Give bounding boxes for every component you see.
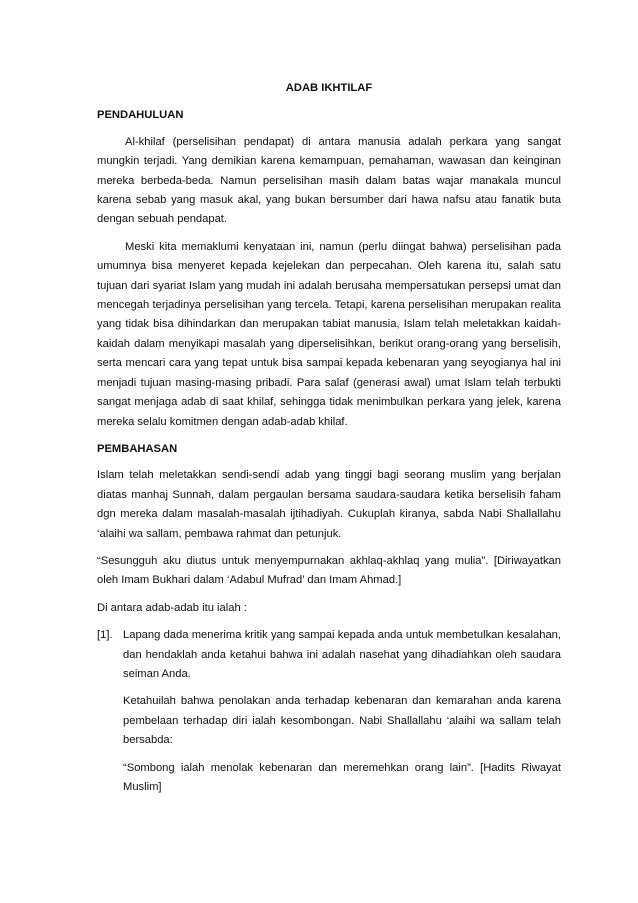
list-item-1-text: Lapang dada menerima kritik yang sampai kepada anda untuk membetulkan kesalahan, dan hendaklah anda ketahui bahwa ini adalah nasehat yang dihadiahkan oleh saudara seiman Anda.	[123, 629, 561, 680]
list-item-1-quote: “Sombong ialah menolak kebenaran dan meremehkan orang lain”. [Hadits Riwayat Muslim]	[123, 761, 561, 793]
intro-paragraph-2: Meski kita memaklumi kenyataan ini, namun (perlu diingat bahwa) perselisihan pada umumnya bisa menyeret kepada kejelekan dan perpecahan. Oleh karena itu, salah satu tujuan dari syariat Islam yang mudah ini adalah berusaha mempersatukan persepsi umat dan mencegah terjadinya perselisihan yang tercela. Tetapi, karena perselisihan merupakan realita yang tidak bisa dihindarkan dan merupakan tabiat manusia, Islam telah meletakkan kaidah-kaidah dalam menyikapi masalah yang diperselisihkan, berikut orang-orang yang berselisih, serta mencari cara yang tepat untuk bisa sampai kepada kebenaran yang seyogianya hal ini menjadi tujuan masing-masing pribadi. Para salaf (generasi awal) umat Islam telah terbukti sangat menjaga adab di saat khilaf, sehingga tidak menimbulkan perkara yang jelek, karena mereka selalu komitmen dengan adab-adab khilaf.	[97, 240, 561, 428]
section-heading-pendahuluan: PENDAHULUAN	[97, 109, 184, 122]
section-heading-pembahasan: PEMBAHASAN	[97, 442, 178, 455]
document-page	[97, 79, 561, 805]
intro-paragraph-1: Al-khilaf (perselisihan pendapat) di antara manusia adalah perkara yang sangat mungkin terjadi. Yang demikian karena kemampuan, pemahaman, wawasan dan keinginan mereka berbeda-beda. Namun perselisihan masih dalam batas wajar manakala muncul karena sebab yang masuk akal, yang bukan bersumber dari hawa nafsu atau fanatik buta dengan sebuah pendapat.	[97, 135, 561, 226]
list-marker-1: [1].	[97, 629, 113, 642]
body-quote: “Sesungguh aku diutus untuk menyempurnakan akhlaq-akhlaq yang mulia”. [Diriwayatkan oleh Imam Bukhari dalam ‘Adabul Mufrad’ dan Imam Ahmad.]	[97, 554, 561, 587]
body-paragraph-1: Islam telah meletakkan sendi-sendi adab yang tinggi bagi seorang muslim yang berjalan diatas manhaj Sunnah, dalam pergaulan bersama saudara-saudara ketika berselisih faham dgn mereka dalam masalah-masalah ijtihadiyah. Cukuplah kiranya, sabda Nabi Shallallahu ‘alaihi wa sallam, pembawa rahmat dan petunjuk.	[97, 469, 561, 540]
list-item-1	[97, 626, 561, 684]
document-title: ADAB IKHTILAF	[285, 82, 373, 94]
list-item-1-paragraph-2: Ketahuilah bahwa penolakan anda terhadap kebenaran dan kemarahan anda karena pembelaan terhadap diri ialah kesombongan. Nabi Shallallahu ‘alaihi wa sallam telah bersabda:	[123, 695, 561, 747]
list-intro: Di antara adab-adab itu ialah :	[97, 601, 247, 614]
